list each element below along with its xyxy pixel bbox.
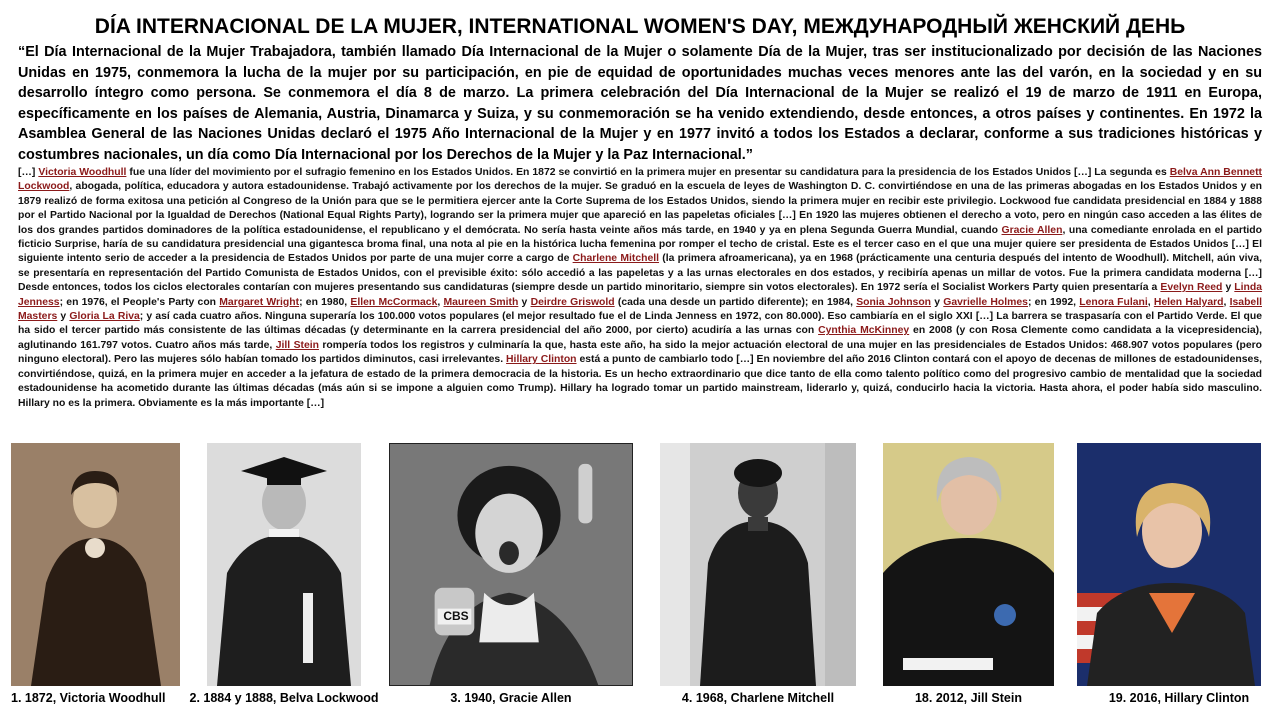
- body-text-segment: y: [1222, 282, 1235, 294]
- photo-jill-stein: [883, 443, 1054, 686]
- candidate-name: Hillary Clinton: [506, 354, 577, 366]
- candidate-name: Ellen McCormack: [350, 296, 438, 308]
- caption-photo-18: 18. 2012, Jill Stein: [914, 691, 1022, 705]
- mic-label: CBS: [443, 609, 469, 623]
- caption-photo-2: 2. 1884 y 1888, Belva Lockwood: [189, 691, 379, 705]
- candidate-name: Lenora Fulani: [1079, 296, 1148, 308]
- body-text-segment: ; en 1992,: [1027, 296, 1080, 308]
- candidate-name: Helen Halyard: [1153, 296, 1224, 308]
- body-paragraph: [18, 166, 1262, 411]
- body-text-segment: , una comediante enrolada en el partido ficticio Surprise, haría de su candidatura presidencial una gigantesca broma final, una nota al pie en la histórica lucha femenina por romper el techo de cristal. Este es el tercer caso en el que una mujer quiere ser presidenta de Estados Unidos […] El siguiente intento serio de acceder a la presidencia de Estados Unidos por parte de una mujer corre a cargo de: [18, 224, 1263, 265]
- candidate-name: Linda Jenness: [18, 282, 1263, 308]
- photo-gracie-allen: [389, 443, 633, 686]
- photo-charlene-mitchell: [660, 443, 856, 686]
- candidate-name: Sonia Johnson: [856, 296, 932, 308]
- caption-photo-3: 3. 1940, Gracie Allen: [450, 691, 572, 705]
- candidate-name: Gracie Allen: [1001, 224, 1063, 236]
- body-text-segment: está a punto de cambiarlo todo […] En noviembre del año 2016 Clinton contará con el apoyo de decenas de millones de estadounidenses, convirtiéndose, quizá, en la primera mujer en acceder a la jefatura de estado de la primera democracia de la historia. Es un hecho extraordinario que dice tanto de ella como talento político como del progresivo cambio de mentalidad que la sociedad estadounidense ha acometido durante las últimas décadas (más aún si se impone a alguien como Trump). Hillary ha logrado tomar un partido mainstream, liderarlo y, quizá, conducirlo hacia la victoria. Hasta ahora, el poder había sido masculino. Hillary no es la primera. Obviamente es la más importante […]: [18, 354, 1263, 409]
- candidate-name: Evelyn Reed: [1160, 282, 1223, 294]
- candidate-name: Belva Ann Bennett Lockwood: [18, 167, 1262, 193]
- candidate-name: Cynthia McKinney: [818, 325, 910, 337]
- caption-photo-4: 4. 1968, Charlene Mitchell: [681, 691, 835, 705]
- body-text-segment: (la primera afroamericana), ya en 1968 (prácticamente una centuria después del intento de Woodhull). Mitchell, aún viva, se presentaría en representación del Partido Comunista de Estados Unidos, con el previsible éxito: sólo accedió a las papeletas y a las urnas electorales en dos estados, y recibiría apenas un millar de votos. Fue la primera candidata moderna […] Desde entonces, todos los ciclos electorales contarían con mujeres presentando sus candidaturas (siempre desde un partido minoritario, siempre sin votos electorales). En 1972 sería el Socialist Workers Party quien presentaría a: [18, 253, 1262, 294]
- candidate-name: Deirdre Griswold: [530, 296, 615, 308]
- body-text-segment: en 2008 (y con Rosa Clemente como candidata a la vicepresidencia), aglutinando 161.797 votos. Cuatro años más tarde,: [18, 325, 1262, 351]
- candidate-name: Jill Stein: [275, 339, 319, 351]
- body-text-segment: ,: [437, 296, 444, 308]
- body-text-segment: ; en 1976, el People's Party con: [59, 296, 220, 308]
- candidate-name: Margaret Wright: [219, 296, 300, 308]
- body-text-segment: ; en 1980,: [299, 296, 351, 308]
- body-text-segment: (cada una desde un partido diferente); en 1984,: [614, 296, 857, 308]
- candidate-name: Gavrielle Holmes: [943, 296, 1028, 308]
- photo-hillary-clinton: [1077, 443, 1261, 686]
- body-text-segment: […]: [18, 167, 39, 178]
- page-title: DÍA INTERNACIONAL DE LA MUJER, INTERNATIONAL WOMEN'S DAY, МЕЖДУНАРОДНЫЙ ЖЕНСКИЙ ДЕНЬ: [94, 15, 1186, 38]
- quote-paragraph: “El Día Internacional de la Mujer Trabajadora, también llamado Día Internacional de la Mujer o solamente Día de la Mujer, tras ser institucionalizado por decisión de las Naciones Unidas en 1975, conmemora la lucha de la mujer por su participación, en pie de equidad de oportunidades muchas veces menores ante las del varón, en la sociedad y en su desarrollo íntegro como persona. Se conmemora el día 8 de marzo. La primera celebración del Día Internacional de la Mujer se realizó el 19 de marzo de 1911 en Europa, específicamente en los países de Alemania, Austria, Dinamarca y Suiza, y su conmemoración se ha venido extendiendo, desde entonces, a otros países y continentes. En 1972 la Asamblea General de las Naciones Unidas declaró el 1975 Año Internacional de la Mujer y en 1977 invitó a todos los Estados a declarar, conforme a sus tradiciones históricas y costumbres nacionales, un día como Día Internacional por los Derechos de la Mujer y la Paz Internacional.”: [18, 44, 1262, 163]
- candidate-name: Gloria La Riva: [69, 311, 140, 323]
- body-text-segment: y: [57, 311, 70, 323]
- body-text-segment: , abogada, política, educadora y autora estadounidense. Trabajó activamente por los derechos de la mujer. Se graduó en la escuela de leyes de Washington D. C. convirtiéndose en una de las primeras abogadas en los Estados Unidos y en 1879 realizó de forma exitosa una petición al Congreso de la Unión para que se le permitiera ejercer ante la Corte Suprema de los Estados Unidos, siendo la primera mujer en recibir este privilegio. Lockwood fue candidata presidencial en 1884 y 1888 por el Partido Nacional por la Igualdad de Derechos (National Equal Rights Party), logrando ser la primera mujer que apareció en las papeletas oficiales […] En 1920 las mujeres obtienen el derecho a voto, pero en ningún caso acceden a las élites de los dos grandes partidos dominadores de la política estadounidense, el republicano y el demócrata. No sería hasta veinte años más tarde, en 1940 y ya en plena Segunda Guerra Mundial, cuando: [18, 181, 1262, 236]
- body-text-segment: ,: [1147, 296, 1154, 308]
- body-text-segment: fue una líder del movimiento por el sufragio femenino en los Estados Unidos. En 1872 se convirtió en la primera mujer en presentar su candidatura para la presidencia de los Estados Unidos […] La segunda es: [126, 167, 1170, 178]
- body-text-segment: y: [518, 296, 531, 308]
- candidate-name: Isabell Masters: [18, 296, 1262, 323]
- candidate-name: Victoria Woodhull: [38, 167, 127, 178]
- candidate-name: Maureen Smith: [443, 296, 519, 308]
- body-text-segment: rompería todos los registros y culminaría la que, hasta este año, ha sido la mejor actuación electoral de una mujer en las presidenciales de Estados Unidos: 468.907 votos populares (pero ninguno electoral). Pero las mujeres sólo habían tomado los partidos diminutos, casi irrelevantes.: [18, 339, 1263, 366]
- caption-photo-19: 19. 2016, Hillary Clinton: [1108, 691, 1250, 705]
- photo-belva-lockwood: [207, 443, 361, 686]
- body-text-segment: ; y así cada cuatro años. Ninguna superaría los 100.000 votos populares (el mejor resultado fue el de Linda Jenness en 1972, con 80.000). Eso cambiaría en el siglo XXI […] La barrera se traspasaría con el Partido Verde. El que ha sido el tercer partido más consistente de las últimas décadas (y determinante en la carrera presidencial del año 2000, por cierto) acudiría a las urnas con: [18, 311, 1263, 337]
- caption-photo-1: 1. 1872, Victoria Woodhull: [11, 691, 166, 705]
- photo-victoria-woodhull: [11, 443, 180, 686]
- candidate-name: Charlene Mitchell: [572, 253, 660, 265]
- body-text-segment: ,: [1223, 296, 1230, 308]
- body-text-segment: y: [931, 296, 944, 308]
